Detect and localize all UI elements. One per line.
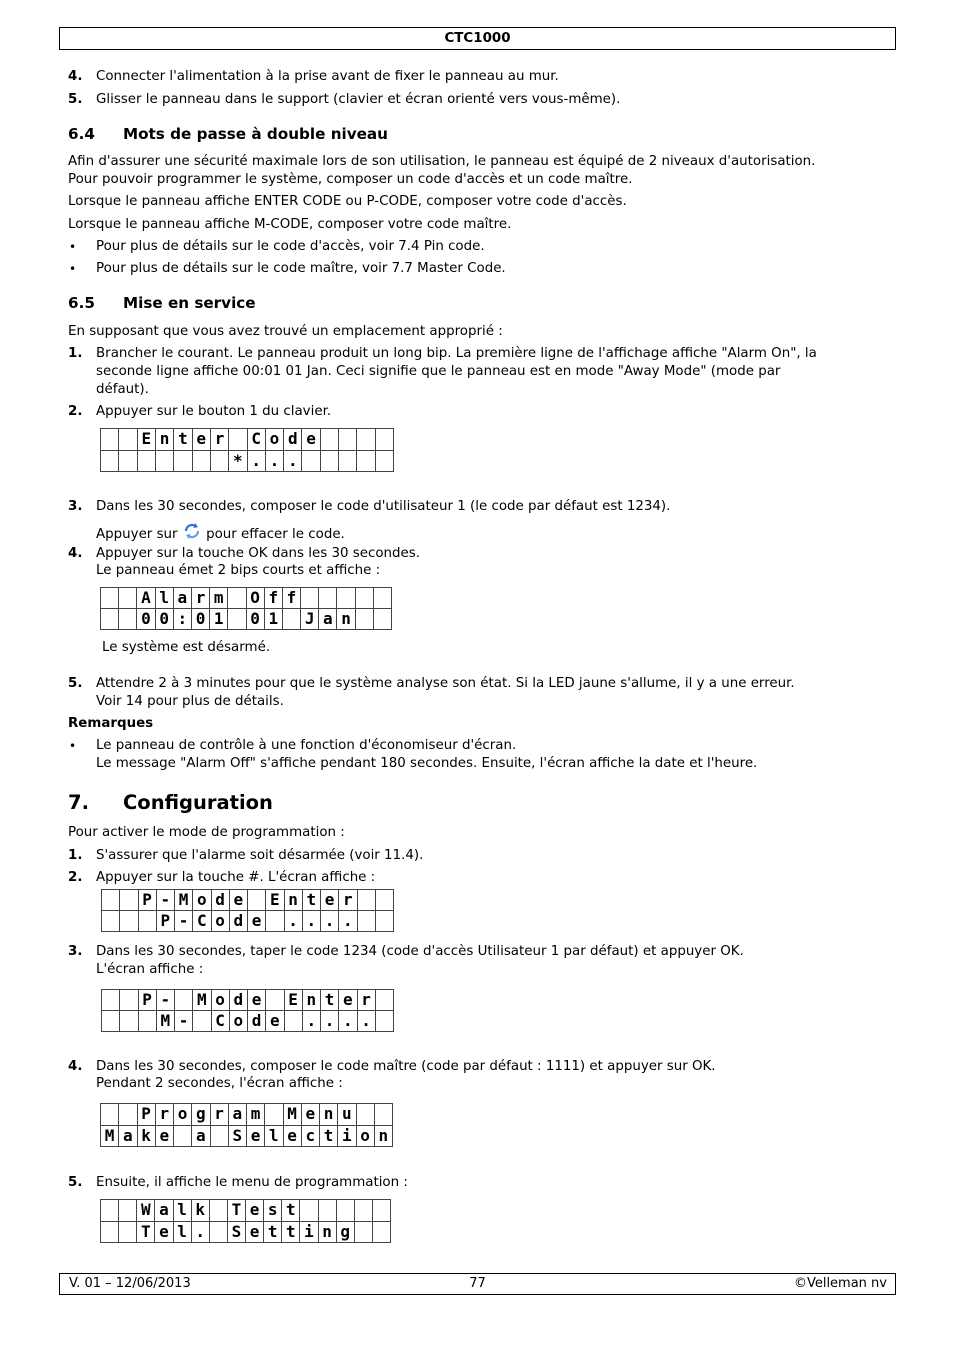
lcd-cell: t — [174, 429, 192, 451]
lcd-cell — [375, 911, 393, 932]
lcd-cell: S — [227, 1221, 245, 1243]
lcd-cell — [138, 911, 156, 932]
lcd-cell: n — [320, 1104, 338, 1126]
lcd-cell: u — [338, 1104, 356, 1126]
lcd-cell: P — [138, 990, 156, 1011]
lcd-cell: O — [246, 588, 264, 609]
lcd-cell: a — [119, 1125, 137, 1147]
lcd-cell: r — [357, 990, 375, 1011]
lcd-cell: m — [247, 1104, 265, 1126]
lcd-cell: n — [284, 890, 302, 911]
step-text: Glisser le panneau dans le support (clavier et écran orienté vers vous-même). — [96, 92, 621, 107]
footer-page-number: 77 — [469, 1276, 486, 1291]
lcd-cell — [229, 429, 247, 451]
lcd-cell — [375, 429, 393, 451]
lcd-cell — [174, 1125, 192, 1147]
lcd-row — [102, 911, 394, 932]
lcd-cell — [120, 911, 138, 932]
lcd-cell: t — [302, 890, 320, 911]
lcd-cell: t — [320, 1125, 338, 1147]
lcd-cell: : — [173, 609, 191, 630]
lcd-cell: e — [248, 911, 266, 932]
footer-version: V. 01 – 12/06/2013 — [69, 1276, 191, 1291]
lcd-cell — [138, 1011, 156, 1032]
lcd-cell: o — [211, 911, 229, 932]
lcd-row — [101, 450, 394, 472]
lcd-cell: n — [155, 429, 173, 451]
lcd-cell — [266, 911, 284, 932]
lcd-cell: T — [227, 1200, 245, 1222]
lcd-cell: o — [229, 1011, 247, 1032]
step-text: Le panneau émet 2 bips courts et affiche : — [96, 563, 381, 578]
lcd-cell: g — [192, 1104, 210, 1126]
lcd-cell: C — [247, 429, 265, 451]
lcd-cell: M — [175, 890, 193, 911]
lcd-cell — [209, 1221, 227, 1243]
step-number: 5. — [68, 1175, 83, 1190]
step-text: Appuyer sur la touche #. L'écran affiche : — [96, 870, 376, 885]
lcd-cell — [175, 990, 193, 1011]
lcd-cell: l — [173, 1221, 191, 1243]
lcd-cell: - — [156, 990, 174, 1011]
lcd-cell: . — [247, 450, 265, 472]
lcd-cell: o — [211, 990, 229, 1011]
lcd-row — [102, 890, 394, 911]
lcd-cell: E — [284, 990, 302, 1011]
section-heading-7: 7. Configuration — [68, 791, 273, 814]
lcd-cell: S — [228, 1125, 246, 1147]
lcd-cell — [355, 588, 373, 609]
step-text: Dans les 30 secondes, composer le code maître (code par défaut : 1111) et appuyer sur OK. — [96, 1059, 716, 1074]
lcd-cell — [355, 609, 373, 630]
lcd-cell: e — [302, 429, 320, 451]
lcd-cell — [339, 450, 357, 472]
step-number: 4. — [68, 1059, 83, 1074]
lcd-cell: e — [266, 1011, 284, 1032]
bullet: • — [69, 739, 77, 753]
lcd-cell: e — [155, 1221, 173, 1243]
lcd-cell: d — [284, 429, 302, 451]
step-number: 5. — [68, 92, 83, 107]
lcd-cell — [102, 890, 120, 911]
lcd-cell — [101, 429, 119, 451]
lcd-cell: e — [192, 429, 210, 451]
lcd-cell: a — [228, 1104, 246, 1126]
lcd-cell — [209, 1200, 227, 1222]
lcd-cell: E — [137, 429, 155, 451]
step-number: 1. — [68, 848, 83, 863]
lcd-cell — [119, 429, 137, 451]
bullet: • — [69, 240, 77, 254]
step-number: 1. — [68, 346, 83, 361]
lcd-cell: M — [283, 1104, 301, 1126]
lcd-cell: E — [266, 890, 284, 911]
lcd-cell: e — [301, 1104, 319, 1126]
lcd-cell: r — [210, 1104, 228, 1126]
lcd-cell: M — [101, 1125, 119, 1147]
lcd-cell — [174, 450, 192, 472]
lcd-row — [101, 1104, 393, 1126]
lcd-cell — [228, 609, 246, 630]
page-header — [59, 27, 896, 50]
lcd-cell: e — [339, 990, 357, 1011]
step-number: 5. — [68, 676, 83, 691]
lcd-cell: a — [173, 588, 191, 609]
lcd-cell — [119, 1221, 137, 1243]
bullet-text: Le panneau de contrôle à une fonction d'économiseur d'écran. — [96, 738, 517, 753]
lcd-cell: d — [229, 911, 247, 932]
lcd-cell: n — [318, 1221, 336, 1243]
step-number: 2. — [68, 404, 83, 419]
lcd-cell — [101, 1200, 119, 1222]
paragraph: Pour pouvoir programmer le système, composer un code d'accès et un code maître. — [68, 172, 633, 187]
step-text: Dans les 30 secondes, taper le code 1234 (code d'accès Utilisateur 1 par défaut) et appuyer OK. — [96, 944, 744, 959]
paragraph: Le système est désarmé. — [102, 640, 271, 655]
lcd-cell — [357, 429, 375, 451]
lcd-cell — [302, 450, 320, 472]
step-text: Dans les 30 secondes, composer le code d'utilisateur 1 (le code par défaut est 1234). — [96, 499, 671, 514]
lcd-cell: W — [137, 1200, 155, 1222]
lcd-cell: a — [319, 609, 337, 630]
lcd-cell — [210, 1125, 228, 1147]
lcd-display-pmode-mcode — [101, 989, 394, 1032]
step-text: Voir 14 pour plus de détails. — [96, 694, 284, 709]
lcd-cell — [120, 990, 138, 1011]
lcd-cell — [282, 609, 300, 630]
lcd-cell — [119, 1104, 137, 1126]
lcd-cell: C — [193, 911, 211, 932]
lcd-cell — [375, 450, 393, 472]
lcd-cell — [265, 1104, 283, 1126]
lcd-cell: f — [282, 588, 300, 609]
refresh-icon — [182, 522, 202, 540]
step-text: Pendant 2 secondes, l'écran affiche : — [96, 1076, 343, 1091]
lcd-cell — [120, 1011, 138, 1032]
lcd-cell — [356, 1104, 374, 1126]
lcd-cell — [120, 890, 138, 911]
lcd-cell: . — [321, 911, 339, 932]
step-text: Connecter l'alimentation à la prise avant de fixer le panneau au mur. — [96, 69, 559, 84]
lcd-cell: n — [302, 990, 320, 1011]
lcd-cell: C — [211, 1011, 229, 1032]
paragraph: Lorsque le panneau affiche ENTER CODE ou P-CODE, composer votre code d'accès. — [68, 194, 627, 209]
lcd-cell: a — [192, 1125, 210, 1147]
lcd-cell: c — [301, 1125, 319, 1147]
lcd-row — [101, 609, 392, 630]
lcd-cell — [301, 588, 319, 609]
lcd-cell: s — [264, 1200, 282, 1222]
lcd-cell: a — [155, 1200, 173, 1222]
section-heading-6-5: 6.5 Mise en service — [68, 294, 256, 312]
lcd-cell: 0 — [155, 609, 173, 630]
lcd-cell: - — [175, 911, 193, 932]
lcd-cell: r — [339, 890, 357, 911]
lcd-cell: f — [264, 588, 282, 609]
lcd-cell: . — [302, 1011, 320, 1032]
lcd-display-walk-test — [100, 1199, 391, 1243]
step-text: défaut). — [96, 382, 149, 397]
lcd-cell: e — [248, 990, 266, 1011]
paragraph: En supposant que vous avez trouvé un emplacement approprié : — [68, 324, 503, 339]
lcd-cell — [372, 1221, 390, 1243]
lcd-display-pmode-pcode — [101, 889, 394, 932]
lcd-cell: e — [247, 1125, 265, 1147]
bullet-text: Le message "Alarm Off" s'affiche pendant 180 secondes. Ensuite, l'écran affiche la date et l'heure. — [96, 756, 758, 771]
lcd-cell: t — [282, 1221, 300, 1243]
lcd-cell — [284, 1011, 302, 1032]
lcd-cell — [357, 890, 375, 911]
lcd-cell — [373, 588, 391, 609]
step-number: 4. — [68, 69, 83, 84]
lcd-cell: k — [137, 1125, 155, 1147]
lcd-cell: J — [301, 609, 319, 630]
lcd-cell: i — [300, 1221, 318, 1243]
lcd-cell: . — [302, 911, 320, 932]
lcd-cell: P — [156, 911, 174, 932]
step-number: 3. — [68, 499, 83, 514]
lcd-cell: r — [210, 429, 228, 451]
lcd-cell: r — [155, 1104, 173, 1126]
lcd-cell — [319, 588, 337, 609]
section-heading-6-4: 6.4 Mots de passe à double niveau — [68, 125, 388, 143]
lcd-cell: d — [248, 1011, 266, 1032]
lcd-cell: . — [357, 1011, 375, 1032]
lcd-cell — [375, 990, 393, 1011]
step-text: Appuyer sur le bouton 1 du clavier. — [96, 404, 332, 419]
step-text: L'écran affiche : — [96, 962, 204, 977]
lcd-cell: t — [264, 1221, 282, 1243]
lcd-cell — [354, 1221, 372, 1243]
lcd-cell — [357, 911, 375, 932]
lcd-cell: t — [282, 1200, 300, 1222]
step-text: Appuyer sur pour effacer le code. — [96, 522, 886, 544]
lcd-display-program-menu — [100, 1103, 393, 1147]
lcd-cell: e — [246, 1221, 264, 1243]
paragraph: Afin d'assurer une sécurité maximale lors de son utilisation, le panneau est équipé de 2 niveaux d'autorisation. — [68, 154, 816, 169]
lcd-cell: m — [210, 588, 228, 609]
lcd-row — [101, 1221, 391, 1243]
bullet-text: Pour plus de détails sur le code maître, voir 7.7 Master Code. — [96, 261, 506, 276]
lcd-cell: e — [155, 1125, 173, 1147]
lcd-cell — [318, 1200, 336, 1222]
paragraph: Lorsque le panneau affiche M-CODE, composer votre code maître. — [68, 217, 512, 232]
lcd-cell — [320, 450, 338, 472]
lcd-cell: i — [338, 1125, 356, 1147]
lcd-row — [101, 1125, 393, 1147]
lcd-cell — [102, 990, 120, 1011]
lcd-cell: - — [175, 1011, 193, 1032]
lcd-cell: l — [155, 588, 173, 609]
lcd-cell: . — [284, 450, 302, 472]
lcd-cell: d — [229, 990, 247, 1011]
step-number: 3. — [68, 944, 83, 959]
step-text: Ensuite, il affiche le menu de programmation : — [96, 1175, 408, 1190]
lcd-cell — [102, 1011, 120, 1032]
lcd-cell: . — [191, 1221, 209, 1243]
lcd-cell: t — [321, 990, 339, 1011]
lcd-cell: * — [229, 450, 247, 472]
lcd-cell — [137, 450, 155, 472]
lcd-cell — [248, 890, 266, 911]
lcd-cell — [372, 1200, 390, 1222]
lcd-row — [101, 588, 392, 609]
lcd-cell: 0 — [246, 609, 264, 630]
lcd-cell — [336, 1200, 354, 1222]
lcd-cell — [102, 911, 120, 932]
step-number: 2. — [68, 870, 83, 885]
lcd-cell — [101, 1221, 119, 1243]
bullet-text: Pour plus de détails sur le code d'accès, voir 7.4 Pin code. — [96, 239, 485, 254]
lcd-cell — [373, 609, 391, 630]
lcd-display-enter-code — [100, 428, 394, 472]
lcd-cell: P — [138, 890, 156, 911]
step-text: Attendre 2 à 3 minutes pour que le système analyse son état. Si la LED jaune s'allume, il y a une erreur. — [96, 676, 795, 691]
lcd-cell: o — [356, 1125, 374, 1147]
lcd-cell — [101, 1104, 119, 1126]
lcd-cell — [101, 588, 119, 609]
lcd-cell: . — [284, 911, 302, 932]
lcd-cell: 0 — [137, 609, 155, 630]
lcd-row — [101, 429, 394, 451]
lcd-cell — [375, 890, 393, 911]
lcd-cell: . — [321, 1011, 339, 1032]
page-footer — [59, 1273, 896, 1295]
step-text: Brancher le courant. Le panneau produit un long bip. La première ligne de l'affichage affiche "Alarm On", la — [96, 346, 817, 361]
lcd-cell — [193, 1011, 211, 1032]
lcd-cell: . — [265, 450, 283, 472]
lcd-cell — [192, 450, 210, 472]
lcd-cell: n — [337, 609, 355, 630]
lcd-cell: 1 — [210, 609, 228, 630]
step-number: 4. — [68, 546, 83, 561]
lcd-cell — [119, 588, 137, 609]
lcd-cell — [337, 588, 355, 609]
lcd-cell: e — [321, 890, 339, 911]
lcd-cell — [266, 990, 284, 1011]
lcd-cell: . — [339, 911, 357, 932]
step-text: seconde ligne affiche 00:01 01 Jan. Ceci signifie que le panneau est en mode "Away Mode" (mode par — [96, 364, 781, 379]
lcd-cell: o — [265, 429, 283, 451]
lcd-cell — [119, 1200, 137, 1222]
lcd-cell — [119, 609, 137, 630]
lcd-row — [101, 1200, 391, 1222]
lcd-cell: d — [211, 890, 229, 911]
lcd-cell: 1 — [264, 609, 282, 630]
lcd-display-alarm-off — [100, 587, 392, 630]
lcd-row — [102, 1011, 394, 1032]
lcd-cell: r — [191, 588, 209, 609]
lcd-cell — [339, 429, 357, 451]
lcd-cell: e — [246, 1200, 264, 1222]
step-text: Appuyer sur la touche OK dans les 30 secondes. — [96, 546, 420, 561]
lcd-cell: l — [265, 1125, 283, 1147]
lcd-cell — [101, 609, 119, 630]
remarks-heading: Remarques — [68, 716, 154, 731]
lcd-cell: A — [137, 588, 155, 609]
lcd-cell — [320, 429, 338, 451]
bullet: • — [69, 262, 77, 276]
lcd-cell — [228, 588, 246, 609]
lcd-cell: M — [193, 990, 211, 1011]
lcd-cell — [300, 1200, 318, 1222]
lcd-cell — [210, 450, 228, 472]
doc-title: CTC1000 — [444, 31, 511, 46]
lcd-cell: e — [283, 1125, 301, 1147]
lcd-cell: M — [156, 1011, 174, 1032]
lcd-cell — [374, 1104, 392, 1126]
lcd-cell — [354, 1200, 372, 1222]
lcd-cell: P — [137, 1104, 155, 1126]
lcd-cell: k — [191, 1200, 209, 1222]
lcd-cell: g — [336, 1221, 354, 1243]
lcd-cell: T — [137, 1221, 155, 1243]
lcd-cell: o — [193, 890, 211, 911]
lcd-cell: - — [156, 890, 174, 911]
lcd-cell: 0 — [191, 609, 209, 630]
lcd-cell: n — [374, 1125, 392, 1147]
lcd-cell: . — [339, 1011, 357, 1032]
paragraph: Pour activer le mode de programmation : — [68, 825, 345, 840]
step-text: S'assurer que l'alarme soit désarmée (voir 11.4). — [96, 848, 424, 863]
lcd-cell — [101, 450, 119, 472]
lcd-cell: e — [229, 890, 247, 911]
lcd-row — [102, 990, 394, 1011]
footer-company: ©Velleman nv — [793, 1276, 887, 1291]
lcd-cell: l — [173, 1200, 191, 1222]
lcd-cell — [357, 450, 375, 472]
lcd-cell: o — [174, 1104, 192, 1126]
lcd-cell — [119, 450, 137, 472]
lcd-cell — [375, 1011, 393, 1032]
lcd-cell — [155, 450, 173, 472]
